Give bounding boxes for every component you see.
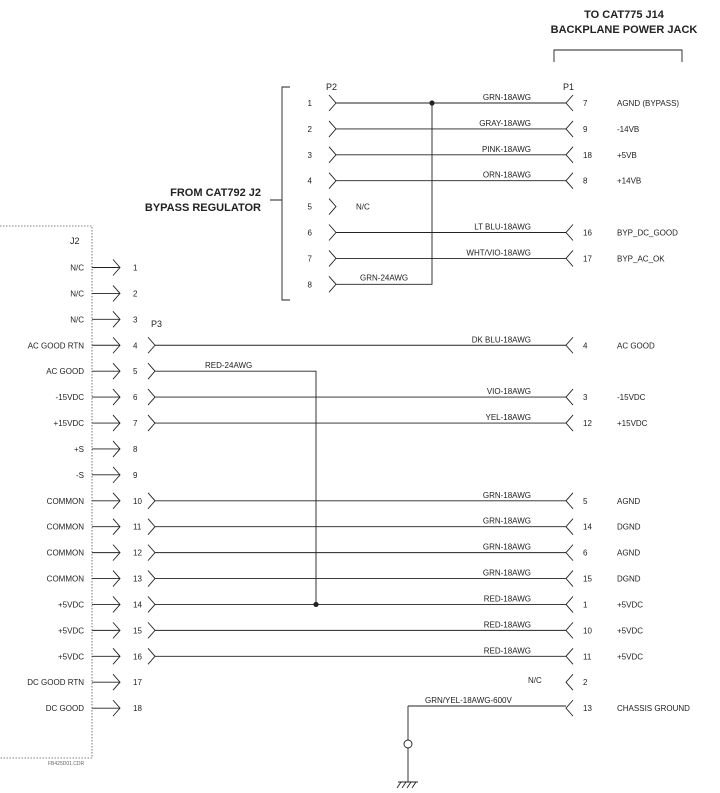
- p2-pin-number: 1: [307, 99, 312, 108]
- wire-label: RED-18AWG: [483, 646, 531, 656]
- p1-pin-chevron: [566, 493, 573, 509]
- p1-pin-chevron: [566, 571, 573, 587]
- j2-pin-number: 8: [133, 444, 138, 454]
- p1-pin-chevron: [566, 545, 573, 561]
- p1-signal-label: +5VDC: [617, 626, 644, 636]
- j2-pin-number: 9: [133, 470, 138, 480]
- p3-pin-chevron: [148, 493, 155, 509]
- p1-pin-number: 4: [583, 341, 588, 351]
- p1-signal-label: DGND: [617, 522, 641, 532]
- p1-signal-label: AC GOOD: [617, 341, 655, 351]
- wire-label: RED-18AWG: [483, 620, 531, 630]
- j2-pin-number: 13: [133, 574, 142, 584]
- j2-signal-label: COMMON: [46, 496, 84, 506]
- j2-pin-number: 7: [133, 419, 138, 429]
- p3-pin-chevron: [148, 571, 155, 587]
- p2-pin-number: 8: [307, 280, 312, 290]
- wire-label: GRN-18AWG: [482, 568, 531, 578]
- p2-pin-number: 5: [307, 202, 312, 212]
- p1-pin-number: 10: [583, 626, 592, 636]
- p1-pin-number: 3: [583, 393, 588, 403]
- title-left-line2: BYPASS REGULATOR: [144, 202, 261, 214]
- j2-signal-label: +5VDC: [57, 626, 84, 636]
- jumper-wire: [155, 371, 316, 604]
- p1-signal-label: CHASSIS GROUND: [617, 704, 690, 714]
- j2-pin-number: 12: [133, 548, 142, 558]
- j2-pin-number: 11: [133, 522, 142, 532]
- p2-pin-chevron: [329, 276, 336, 292]
- p2-pin-chevron: [329, 121, 336, 137]
- j2-signal-label: +5VDC: [57, 600, 84, 610]
- p1-pin-chevron: [566, 147, 573, 163]
- p1-pin-number: 2: [583, 678, 588, 688]
- p1-signal-label: DGND: [617, 574, 641, 584]
- wire-label: GRAY-18AWG: [479, 118, 531, 128]
- wire-label: PINK-18AWG: [481, 144, 531, 154]
- p1-pin-number: 15: [583, 574, 592, 584]
- j2-pin-number: 3: [133, 315, 138, 325]
- p1-pin-number: 12: [583, 419, 592, 429]
- p2-bracket: [270, 87, 290, 300]
- p1-signal-label: -15VDC: [617, 393, 646, 403]
- wire-label: GRN-18AWG: [482, 516, 531, 526]
- chassis-ground: [397, 676, 566, 788]
- j2-pin-number: 16: [133, 652, 142, 662]
- connector-p1-label: P1: [563, 82, 575, 92]
- j2-signal-label: COMMON: [46, 548, 84, 558]
- p3-pin-chevron: [148, 519, 155, 535]
- p1-pin-number: 7: [583, 99, 588, 108]
- j2-pin-number: 10: [133, 496, 142, 506]
- p1-signal-label: BYP_DC_GOOD: [617, 228, 678, 238]
- wire-label: DK BLU-18AWG: [471, 335, 531, 345]
- p1-signal-label: -14VB: [617, 124, 640, 134]
- p1-pin-chevron: [566, 225, 573, 241]
- p1-signal-label: AGND: [617, 548, 641, 558]
- p3-pin-chevron: [148, 389, 155, 405]
- connector-j2-label: J2: [70, 236, 80, 246]
- p3-pin-chevron: [148, 622, 155, 638]
- p1-pin-number: 18: [583, 150, 592, 160]
- j2-pin-number: 18: [133, 704, 142, 714]
- j2-signal-label: COMMON: [46, 522, 84, 532]
- jumper-wire: [336, 103, 432, 284]
- j2-pin-number: 6: [133, 393, 138, 403]
- drawing-id: FB425D01.CDR: [48, 761, 85, 767]
- wire-label: VIO-18AWG: [486, 387, 531, 397]
- p1-pin-chevron: [566, 519, 573, 535]
- p2-pin-number: 4: [307, 176, 312, 186]
- wire-label: WHT/VIO-18AWG: [466, 248, 531, 258]
- chassis-lug: [404, 740, 412, 748]
- wire-label: YEL-18AWG: [485, 413, 531, 423]
- title-right-line1: TO CAT775 J14: [584, 9, 664, 21]
- p3-pin-chevron: [148, 415, 155, 431]
- p1-signal-label: BYP_AC_OK: [617, 254, 665, 264]
- p3-pin-chevron: [148, 363, 155, 379]
- j2-signal-label: N/C: [70, 315, 84, 325]
- p1-pin-number: 5: [583, 496, 588, 506]
- j2-signal-label: N/C: [70, 263, 84, 273]
- j2-signal-label: COMMON: [46, 574, 84, 584]
- jumper-label: GRN-24AWG: [360, 273, 409, 283]
- wire-label: ORN-18AWG: [482, 170, 531, 180]
- j2-signal-label: +15VDC: [53, 419, 84, 429]
- p2-pin-chevron: [329, 147, 336, 163]
- p1-pin-chevron: [566, 700, 573, 716]
- p2-pin-chevron: [329, 225, 336, 241]
- splice-dot: [429, 100, 434, 105]
- p1-pin-chevron: [566, 415, 573, 431]
- p3-pin-chevron: [148, 545, 155, 561]
- p1-pin-number: 14: [583, 522, 592, 532]
- p3-pin-chevron: [148, 648, 155, 664]
- j2-signal-label: +5VDC: [57, 652, 84, 662]
- p1-pin-chevron: [566, 596, 573, 612]
- p1-signal-label: AGND (BYPASS): [617, 99, 680, 108]
- p2-pin-number: 2: [307, 124, 312, 134]
- p1-signal-label: +5VDC: [617, 600, 644, 610]
- p3-pin-chevron: [148, 596, 155, 612]
- p1-signal-label: +15VDC: [617, 419, 648, 429]
- p2-pin-number: 6: [307, 228, 312, 238]
- j2-pin-number: 5: [133, 367, 138, 377]
- title-right-line2: BACKPLANE POWER JACK: [550, 24, 698, 36]
- chassis-wire: [408, 706, 566, 740]
- p2-pin-chevron: [329, 173, 336, 189]
- connector-p3-label: P3: [151, 319, 163, 329]
- j2-signal-label: -S: [76, 470, 84, 480]
- p1-pin-number: 9: [583, 124, 588, 134]
- j2-pin-number: 15: [133, 626, 142, 636]
- wire-label: RED-18AWG: [483, 594, 531, 604]
- p3-pin-chevron: [148, 337, 155, 353]
- connector-p2-label: P2: [326, 82, 338, 92]
- j2-signal-label: -15VDC: [55, 393, 84, 403]
- j2-signal-label: AC GOOD: [46, 367, 84, 377]
- p2-pin-chevron: [329, 95, 336, 111]
- p1-pin-chevron: [566, 95, 573, 111]
- p1-signal-label: +5VDC: [617, 652, 644, 662]
- j2-signal-label: DC GOOD: [45, 704, 84, 714]
- p1-signal-label: +14VB: [617, 176, 642, 186]
- p1-pin-number: 16: [583, 228, 592, 238]
- p2-pin-chevron: [329, 250, 336, 266]
- j2-pin-number: 2: [133, 289, 138, 299]
- jumper-label: RED-24AWG: [205, 361, 253, 371]
- splice-dot: [313, 602, 318, 607]
- p1-pin-number: 6: [583, 548, 588, 558]
- j2-signal-label: AC GOOD RTN: [27, 341, 84, 351]
- p1-pin-chevron: [566, 250, 573, 266]
- p1-pin-number: 8: [583, 176, 588, 186]
- p1-pin-chevron: [566, 121, 573, 137]
- j2-pin-number: 17: [133, 678, 142, 688]
- p2-pin-number: 7: [307, 254, 312, 264]
- wire-label: LT BLU-18AWG: [474, 222, 531, 232]
- p1-signal-label: AGND: [617, 496, 641, 506]
- wire-label: GRN-18AWG: [482, 93, 531, 102]
- p1-pin-chevron: [566, 173, 573, 189]
- p1-pin-chevron: [566, 648, 573, 664]
- j2-signal-label: N/C: [70, 289, 84, 299]
- ground-icon: [397, 748, 418, 788]
- p1-signal-label: +5VB: [617, 150, 637, 160]
- j2-pin-number: 4: [133, 341, 138, 351]
- j2-signal-label: +S: [73, 444, 84, 454]
- p1-pin-number: 11: [583, 652, 592, 662]
- j2-pin-number: 14: [133, 600, 142, 610]
- wire-label: GRN-18AWG: [482, 542, 531, 552]
- title-left-line1: FROM CAT792 J2: [170, 187, 261, 199]
- p1-header-bracket: [554, 50, 682, 62]
- p2-pin-number: 3: [307, 150, 312, 160]
- p1-pin-chevron: [566, 389, 573, 405]
- p2-pin-chevron: [329, 199, 336, 215]
- chassis-wire-label: GRN/YEL-18AWG-600V: [425, 696, 512, 705]
- wire-label: GRN-18AWG: [482, 490, 531, 500]
- j2-signal-label: DC GOOD RTN: [27, 678, 84, 688]
- p1-pin-number: 1: [583, 600, 588, 610]
- p1-nc-label: N/C: [528, 676, 542, 685]
- p1-pin-chevron: [566, 622, 573, 638]
- p1-pin-chevron: [566, 674, 573, 690]
- p1-pin-number: 17: [583, 254, 592, 264]
- p1-pin-chevron: [566, 337, 573, 353]
- p2-nc-label: N/C: [356, 202, 370, 212]
- j2-pin-number: 1: [133, 263, 138, 273]
- p1-pin-number: 13: [583, 704, 592, 714]
